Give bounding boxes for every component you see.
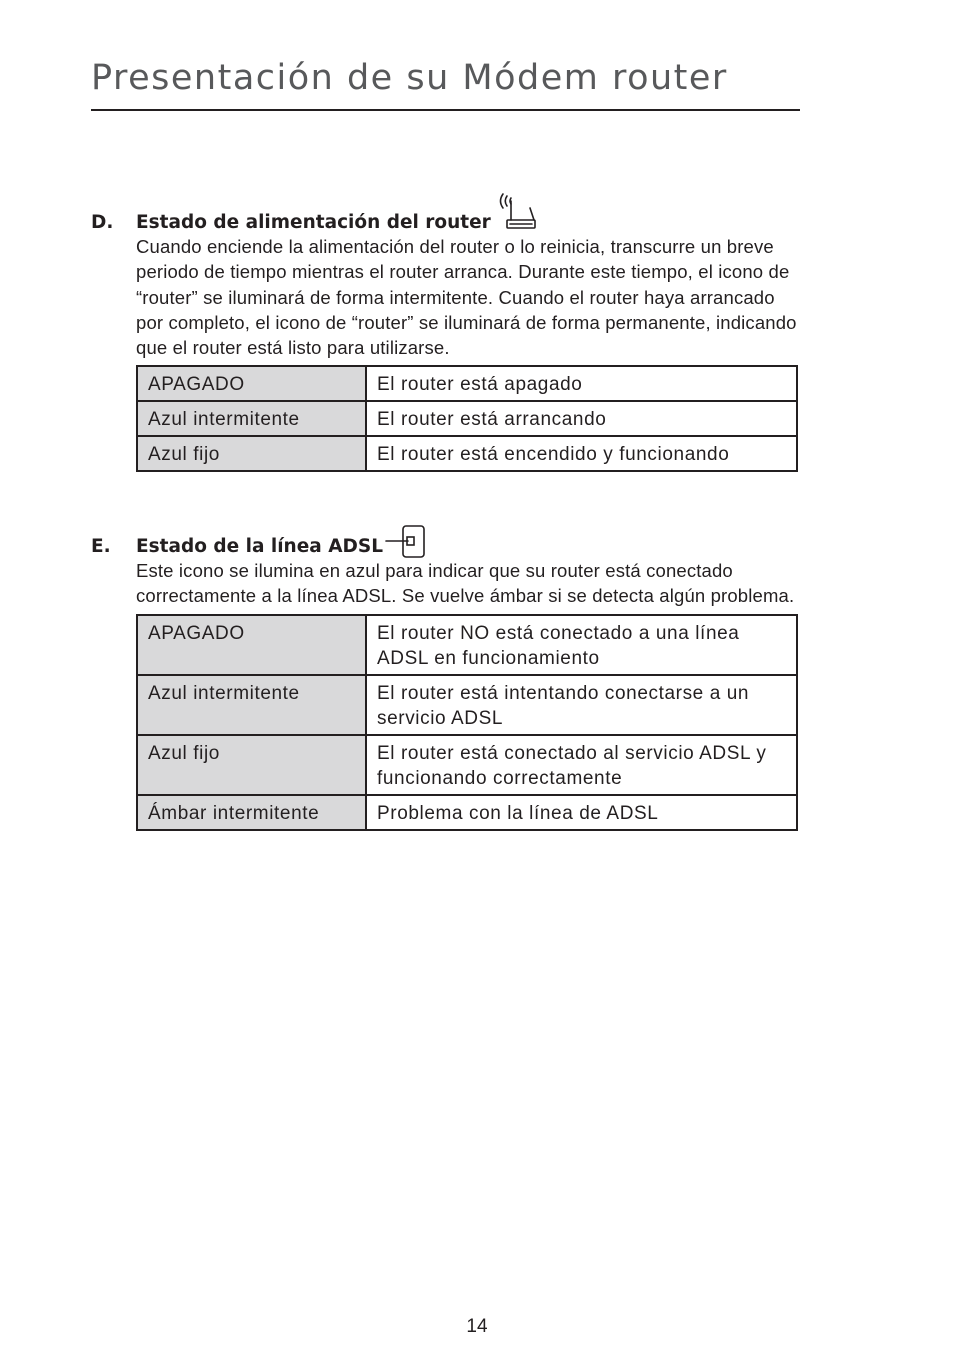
table-row (137, 675, 797, 735)
adsl-line-icon (384, 524, 426, 564)
section-heading (91, 528, 801, 564)
table-row (137, 735, 797, 795)
description-cell: Problema con la línea de ADSL (366, 795, 797, 830)
table-row (137, 795, 797, 830)
status-table (136, 614, 798, 831)
section-adsl-line-status (91, 528, 801, 831)
router-wireless-icon (494, 190, 540, 232)
state-cell: Azul intermitente (137, 401, 366, 436)
table-row (137, 436, 797, 471)
section-title: Estado de alimentación del router (136, 212, 491, 233)
section-router-power-status (91, 204, 801, 472)
state-cell: Azul intermitente (137, 675, 366, 735)
state-cell: Azul fijo (137, 735, 366, 795)
section-letter: D. (91, 212, 114, 233)
description-cell: El router está apagado (366, 366, 797, 401)
state-cell: APAGADO (137, 615, 366, 675)
title-divider (91, 109, 800, 111)
state-cell: Azul fijo (137, 436, 366, 471)
table-row (137, 366, 797, 401)
table-row (137, 615, 797, 675)
section-body: Cuando enciende la alimentación del router o lo reinicia, transcurre un breve periodo de tiempo mientras el router arranca. Durante este tiempo, el icono de “router” se iluminará de forma intermitente. Cuando el router haya arrancado por completo, el icono de “router” se iluminará de forma permanente, indicando que el router está listo para utilizarse. (136, 236, 797, 359)
description-cell: El router está conectado al servicio ADSL y funcionando correctamente (366, 735, 797, 795)
description-cell: El router está arrancando (366, 401, 797, 436)
section-letter: E. (91, 536, 111, 557)
description-cell: El router está encendido y funcionando (366, 436, 797, 471)
section-body: Este icono se ilumina en azul para indicar que su router está conectado correctamente a la línea ADSL. Se vuelve ámbar si se detecta algún problema. (136, 560, 795, 607)
section-title: Estado de la línea ADSL (136, 536, 383, 557)
page-number: 14 (466, 1316, 488, 1337)
state-cell: APAGADO (137, 366, 366, 401)
state-cell: Ámbar intermitente (137, 795, 366, 830)
description-cell: El router está intentando conectarse a un servicio ADSL (366, 675, 797, 735)
page-title: Presentación de su Módem router (91, 58, 728, 98)
section-heading (91, 204, 801, 240)
table-row (137, 401, 797, 436)
status-table (136, 365, 798, 472)
description-cell: El router NO está conectado a una línea ADSL en funcionamiento (366, 615, 797, 675)
